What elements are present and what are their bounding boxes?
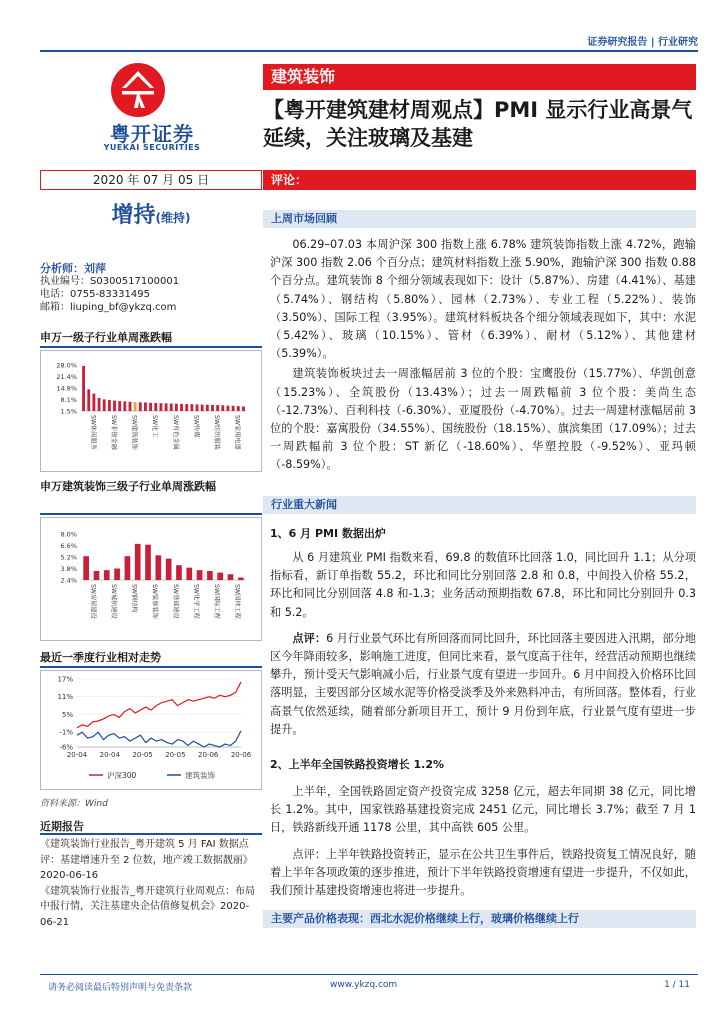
industry-news-header: 行业重大新闻 (263, 496, 696, 514)
bar (98, 398, 101, 411)
bar (185, 404, 188, 411)
bar (176, 565, 182, 580)
bar (180, 404, 183, 411)
analyst-info (40, 262, 262, 314)
y-tick-label: 28.0% (56, 361, 77, 370)
bar (154, 403, 157, 411)
recent-report-item[interactable]: 《建筑装饰行业报告_粤开建筑 5 月 FAI 数据点评：基建增速升至 2 位数，地产竣工数据靓丽》2020-06-16 (40, 839, 253, 881)
y-tick-label: 2.4% (60, 576, 77, 585)
bar (217, 573, 223, 580)
news1-paragraph: 从 6 月建筑业 PMI 指数来看，69.8 的数值环比回落 1.0，同比回升 1.1；从分项指标看，新订单指数 55.2，环比和同比分别回落 2.8 和 0.8，中间投入价格 55.2，环比和同比分别回落 4.8 和-1.3；业务活动预期指数 67.8，环比和同比分别回升 0.3 和 5.2。 (270, 551, 696, 619)
bar (165, 403, 168, 411)
bar (232, 406, 235, 411)
market-review-body (270, 236, 696, 475)
bar (166, 559, 172, 580)
y-tick-label: 17% (57, 675, 73, 684)
bar (206, 405, 209, 411)
x-tick-label: SW装修装饰 (151, 584, 159, 619)
chart1-title: 申万一级子行业单周涨跌幅 (40, 331, 172, 344)
x-tick-label: SW化学工程 (192, 584, 200, 619)
x-tick-label: SW有色金属 (171, 415, 179, 450)
recent-reports-list (40, 837, 262, 930)
rating-sub: (维持) (155, 211, 191, 225)
y-tick-label: -6% (59, 743, 73, 752)
x-tick-label: SW房屋建设 (89, 584, 97, 619)
x-tick-label: SW国际工程 (213, 584, 221, 619)
relative-trend-chart (41, 671, 261, 789)
x-tick-label: SW休闲服务 (89, 415, 97, 450)
sector-label: 建筑装饰 (263, 64, 696, 90)
bar (83, 556, 89, 580)
news2-paragraph: 上半年，全国铁路固定资产投资完成 3258 亿元，超去年同期 38 亿元，同比增长 1.2%。其中，国家铁路基建投资完成 2451 亿元，同比增长 3.7%；截至 7 月 1 日，铁路新线开通 1178 公里，其中高铁 605 公里。 (270, 785, 696, 835)
market-paragraph-1: 06.29–07.03 本周沪深 300 指数上涨 6.78% 建筑装饰指数上涨 4.72%，跑输沪深 300 指数 2.06 个百分点；建筑材料指数上涨 5.90%，跑输沪深 300 指数 0.88 个百分点。建筑装饰 8 个细分领域表现如下：设计（5.87%）、房建（4.41%）、基建（5.74%）、钢结构（5.80%）、园林（2.73%）、专业工程（5.22%）、装饰（3.50%）、国际工程（3.95%）。建筑材料板块各个细分领域表现如下，其中：水泥（5.42%）、玻璃（10.15%）、管材（6.39%）、耐材（5.12%）、其他建材（5.39%）。 (270, 238, 696, 361)
bar (145, 545, 151, 580)
chart1-rule (40, 346, 262, 348)
y-tick-label: 5% (61, 710, 73, 719)
bar (227, 406, 230, 411)
news2-body (270, 783, 696, 900)
report-date: 2020 年 07 月 05 日 (40, 170, 262, 190)
bar (237, 406, 240, 411)
news2-comment: 点评：上半年铁路投资转正，显示在公共卫生事件后，铁路投资复工情况良好，随着上半年各项政策的逐步推进，预计下半年铁路投资增速有望进一步提升，不仅如此，我们预计基建投资增速也将进一步提升。 (270, 847, 696, 898)
x-tick-label: 20-04 (99, 751, 120, 759)
logo-chinese-name: 粤开证券 (110, 122, 194, 146)
bar (160, 403, 163, 411)
bar (103, 399, 106, 411)
subindustry-weekly-change-chart (41, 518, 261, 640)
bar (156, 555, 162, 580)
yuekai-logo-icon (110, 62, 166, 118)
bar (149, 403, 152, 411)
header-divider (40, 50, 698, 52)
y-tick-label: 6.6% (60, 542, 77, 550)
bar (92, 394, 95, 411)
x-tick-label: SW非银金融 (109, 415, 117, 450)
y-tick-label: 5.2% (60, 553, 77, 562)
comment-label: 评论： (263, 170, 696, 190)
bar (82, 366, 85, 411)
bar (134, 402, 137, 411)
y-tick-label: 14.8% (56, 384, 77, 393)
bar (190, 404, 193, 411)
x-tick-label: SW园林工程 (233, 584, 241, 619)
report-type-header: 证券研究报告 | 行业研究 (587, 37, 698, 48)
x-tick-label: SW基础建设 (171, 584, 179, 619)
chart2-box (40, 517, 262, 641)
chart3-title: 最近一季度行业相对走势 (40, 651, 161, 664)
bar (175, 404, 178, 411)
news1-title: 1、6 月 PMI 数据出炉 (270, 527, 386, 540)
disclaimer-link[interactable]: 请务必阅读最后特别声明与免责条款 (48, 983, 193, 993)
rating (40, 198, 262, 229)
rating-main: 增持 (111, 203, 156, 228)
bar (144, 402, 147, 411)
x-tick-label: 20-05 (165, 751, 186, 759)
x-tick-label: SW城轨建设 (109, 584, 117, 619)
bar (139, 402, 142, 411)
bar (201, 405, 204, 411)
bar (228, 574, 234, 580)
bar (242, 406, 245, 411)
news1-comment-label: 点评： (292, 631, 327, 645)
bar (238, 578, 244, 580)
analyst-email: 邮箱：liuping_bf@ykzq.com (40, 302, 177, 313)
report-title: 【粤开建筑建材周观点】PMI 显示行业高景气延续，关注玻璃及基建 (263, 98, 693, 150)
website-link[interactable]: www.ykzq.com (330, 980, 398, 990)
bar (129, 402, 132, 411)
x-tick-label: SW传媒 (192, 415, 200, 438)
recent-reports-title: 近期报告 (40, 820, 84, 833)
y-tick-label: 8.0% (60, 530, 77, 539)
x-tick-label: 20-04 (66, 751, 88, 759)
bar (196, 404, 199, 411)
price-header: 主要产品价格表现：西北水泥价格继续上行，玻璃价格继续上行 (263, 910, 696, 928)
bar (114, 569, 120, 581)
bar (113, 401, 116, 411)
series-line (77, 731, 241, 747)
logo-english-name: YUEKAI SECURITIES (103, 143, 201, 152)
legend-label: 沪深300 (107, 771, 137, 780)
x-tick-label: SW钢结构 (130, 584, 138, 613)
chart2-rule (40, 513, 262, 515)
bar (170, 404, 173, 411)
y-tick-label: 11% (57, 693, 73, 702)
news2-title: 2、上半年全国铁路投资增长 1.2% (270, 758, 444, 771)
y-tick-label: -1% (59, 728, 73, 737)
y-tick-label: 21.4% (56, 373, 77, 381)
market-paragraph-2: 建筑装饰板块过去一周涨幅居前 3 位的个股：宝鹰股份（15.77%）、华凯创意（15.23%）、全筑股份（13.43%）；过去一周跌幅前 3 位个股：美尚生态（-12.73%）、百利科技（-6.30%）、亚厦股份（-4.70%）。过去一周建材涨幅居前 3 位的个股：嘉寓股份（34.55%）、国统股份（18.15%）、旗滨集团（17.09%）；过去一周跌幅前 3 位个股：ST 新亿（-18.60%）、华塑控股（-9.52%）、亚玛顿（-8.59%）。 (270, 367, 696, 472)
bar (211, 405, 214, 411)
data-source: 资料来源：Wind (40, 799, 108, 809)
industry-weekly-change-chart (41, 351, 261, 471)
bar (221, 405, 224, 411)
x-tick-label: SW建筑装饰 (130, 415, 138, 450)
chart2-title: 申万建筑装饰三级子行业单周涨跌幅 (40, 480, 216, 493)
bar (108, 400, 111, 411)
x-tick-label: SW化工 (151, 415, 159, 438)
footer-divider (40, 974, 698, 975)
recent-rule (40, 833, 262, 835)
legend-label: 建筑装饰 (185, 771, 215, 780)
bar (87, 389, 90, 411)
x-tick-label: 20-06 (198, 751, 219, 759)
bar (94, 571, 100, 580)
series-line (77, 682, 241, 728)
x-tick-label: 20-05 (132, 751, 153, 759)
bar (123, 401, 126, 411)
analyst-name: 分析师：刘萍 (40, 262, 106, 275)
y-tick-label: 1.5% (60, 407, 77, 416)
bar (207, 571, 213, 580)
y-tick-label: 8.1% (60, 396, 77, 404)
bar (125, 556, 131, 580)
news1-body (270, 549, 696, 739)
bar (216, 405, 219, 411)
chart3-box (40, 670, 262, 790)
bar (197, 570, 203, 580)
bar (186, 568, 192, 580)
bar (118, 401, 121, 411)
analyst-phone: 电话：0755-83331495 (40, 289, 150, 300)
y-tick-label: 3.8% (60, 565, 77, 573)
x-tick-label: SW纺织服装 (213, 415, 221, 450)
chart3-rule (40, 666, 262, 668)
page-number: 1 / 11 (664, 980, 690, 990)
analyst-license: 执业编号：S0300517100001 (40, 276, 180, 287)
x-tick-label: SW家用电器 (233, 415, 241, 450)
x-tick-label: 20-06 (230, 751, 252, 759)
bar (104, 570, 110, 580)
news1-comment (270, 630, 696, 739)
recent-report-item[interactable]: 《建筑装饰行业报告_粤开建筑行业周观点：布局中报行情，关注基建央企估值修复机会》2020-06-21 (40, 885, 255, 928)
bar (135, 544, 141, 580)
news1-comment-text: 6 月行业景气环比有所回落而同比回升，环比回落主要因进入汛期，部分地区今年降雨较多，影响施工进度，但同比来看，景气度高于往年，经营活动预期也继续攀升，预计受天气影响减小后，行业景气度有望进一步回升。6 月中间投入价格环比回落明显，主要因部分区域水泥等价格受淡季及外来熟料冲击，有所回落。整体看，行业高景气依然延续，随着部分新项目开工，预计 9 月份到年底，行业景气度有望进一步提升。 (270, 631, 696, 736)
chart1-box (40, 350, 262, 472)
market-review-header: 上周市场回顾 (263, 210, 696, 228)
